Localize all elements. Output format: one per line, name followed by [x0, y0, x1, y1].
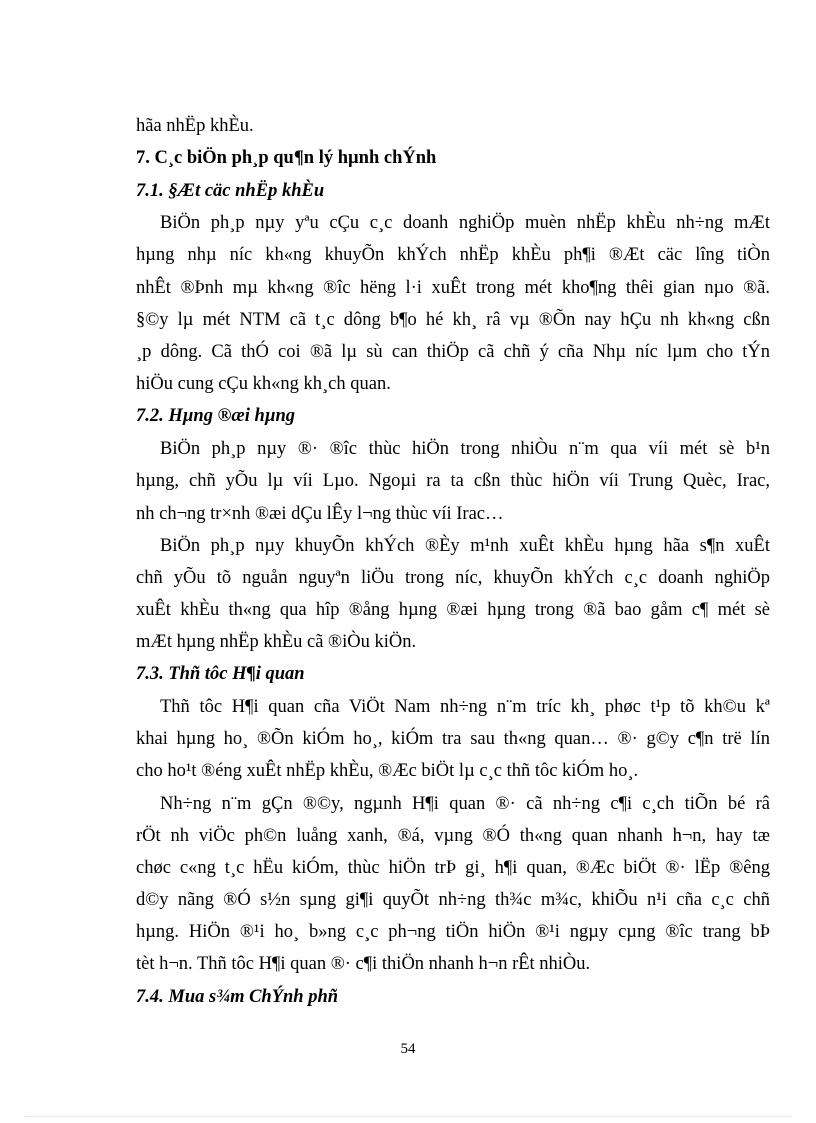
body-line: Thñ tôc H¶i quan cña ViÖt Nam nh÷ng n¨m tríc kh¸ phøc t¹p tõ kh©u kª [160, 697, 770, 717]
body-line: Nh÷ng n¨m gÇn ®©y, ngµnh H¶i quan ®· cã nh÷ng c¶i c¸ch tiÕn bé râ [160, 794, 770, 814]
body-line: hµng, chñ yÕu lµ víi Lµo. Ngoµi ra ta cßn thùc hiÖn víi Trung Quèc, Irac, [136, 471, 770, 491]
subsection-heading: 7.3. Thñ tôc H¶i quan [136, 664, 305, 684]
body-line: tèt h¬n. Thñ tôc H¶i quan ®· c¶i thiÖn nhanh h¬n rÊt nhiÒu. [136, 954, 591, 974]
body-line: chøc c«ng t¸c hËu kiÓm, thùc hiÖn trÞ gi¸ h¶i quan, ®Æc biÖt ®· lËp ®êng [136, 858, 770, 878]
body-line: d©y nãng ®Ó s½n sµng gi¶i quyÕt nh÷ng th¾c m¾c, khiÕu n¹i cña c¸c chñ [136, 890, 770, 910]
body-line: cho ho¹t ®éng xuÊt nhËp khÈu, ®Æc biÖt lµ c¸c thñ tôc kiÓm ho¸. [136, 761, 639, 781]
body-line: BiÖn ph¸p nµy yªu cÇu c¸c doanh nghiÖp muèn nhËp khÈu nh÷ng mÆt [160, 213, 770, 233]
body-line: chñ yÕu tõ nguån nguyªn liÖu trong níc, khuyÕn khÝch c¸c doanh nghiÖp [136, 568, 770, 588]
section-heading: 7. C¸c biÖn ph¸p qu¶n lý hµnh chÝnh [136, 148, 437, 168]
body-line: ¸p dông. Cã thÓ coi ®ã lµ sù can thiÖp cã chñ ý cña Nhµ níc lµm cho tÝn [136, 342, 770, 362]
body-line: hµng. HiÖn ®¹i ho¸ b»ng c¸c ph¬ng tiÖn hiÖn ®¹i ngµy cµng ®îc trang bÞ [136, 922, 770, 942]
body-line: nh ch¬ng tr×nh ®æi dÇu lÊy l¬ng thùc víi Irac… [136, 504, 504, 524]
body-line: khai hµng ho¸ ®Õn kiÓm ho¸, kiÓm tra sau th«ng quan… ®· g©y c¶n trë lín [136, 729, 770, 749]
subsection-heading: 7.2. Hµng ®æi hµng [136, 406, 296, 426]
body-line: hãa nhËp khÈu. [136, 116, 254, 136]
body-line: BiÖn ph¸p nµy ®· ®îc thùc hiÖn trong nhiÒu n¨m qua víi mét sè b¹n [160, 439, 770, 459]
body-line: hµng nhµ níc kh«ng khuyÕn khÝch nhËp khÈu ph¶i ®Æt cäc lîng tiÒn [136, 245, 770, 265]
body-line: hiÖu cung cÇu kh«ng kh¸ch quan. [136, 374, 391, 394]
subsection-heading: 7.4. Mua s¾m ChÝnh phñ [136, 987, 339, 1007]
subsection-heading: 7.1. §Æt cäc nhËp khÈu [136, 181, 325, 201]
body-line: BiÖn ph¸p nµy khuyÕn khÝch ®Èy m¹nh xuÊt khÈu hµng hãa s¶n xuÊt [160, 536, 770, 556]
page-number: 54 [400, 1041, 416, 1057]
body-line: nhÊt ®Þnh mµ kh«ng ®îc hëng l·i xuÊt trong mét kho¶ng thêi gian nµo ®ã. [136, 278, 770, 298]
body-line: mÆt hµng nhËp khÈu cã ®iÒu kiÖn. [136, 632, 417, 652]
page-bottom-divider [24, 1116, 792, 1117]
body-line: xuÊt khÈu th«ng qua hîp ®ång hµng ®æi hµng trong ®ã bao gåm c¶ mét sè [136, 600, 770, 620]
body-line: §©y lµ mét NTM cã t¸c dông b¶o hé kh¸ râ vµ ®Õn nay hÇu nh kh«ng cßn [136, 310, 770, 330]
body-line: rÖt nh viÖc ph©n luång xanh, ®á, vµng ®Ó th«ng quan nhanh h¬n, hay tæ [136, 826, 770, 846]
